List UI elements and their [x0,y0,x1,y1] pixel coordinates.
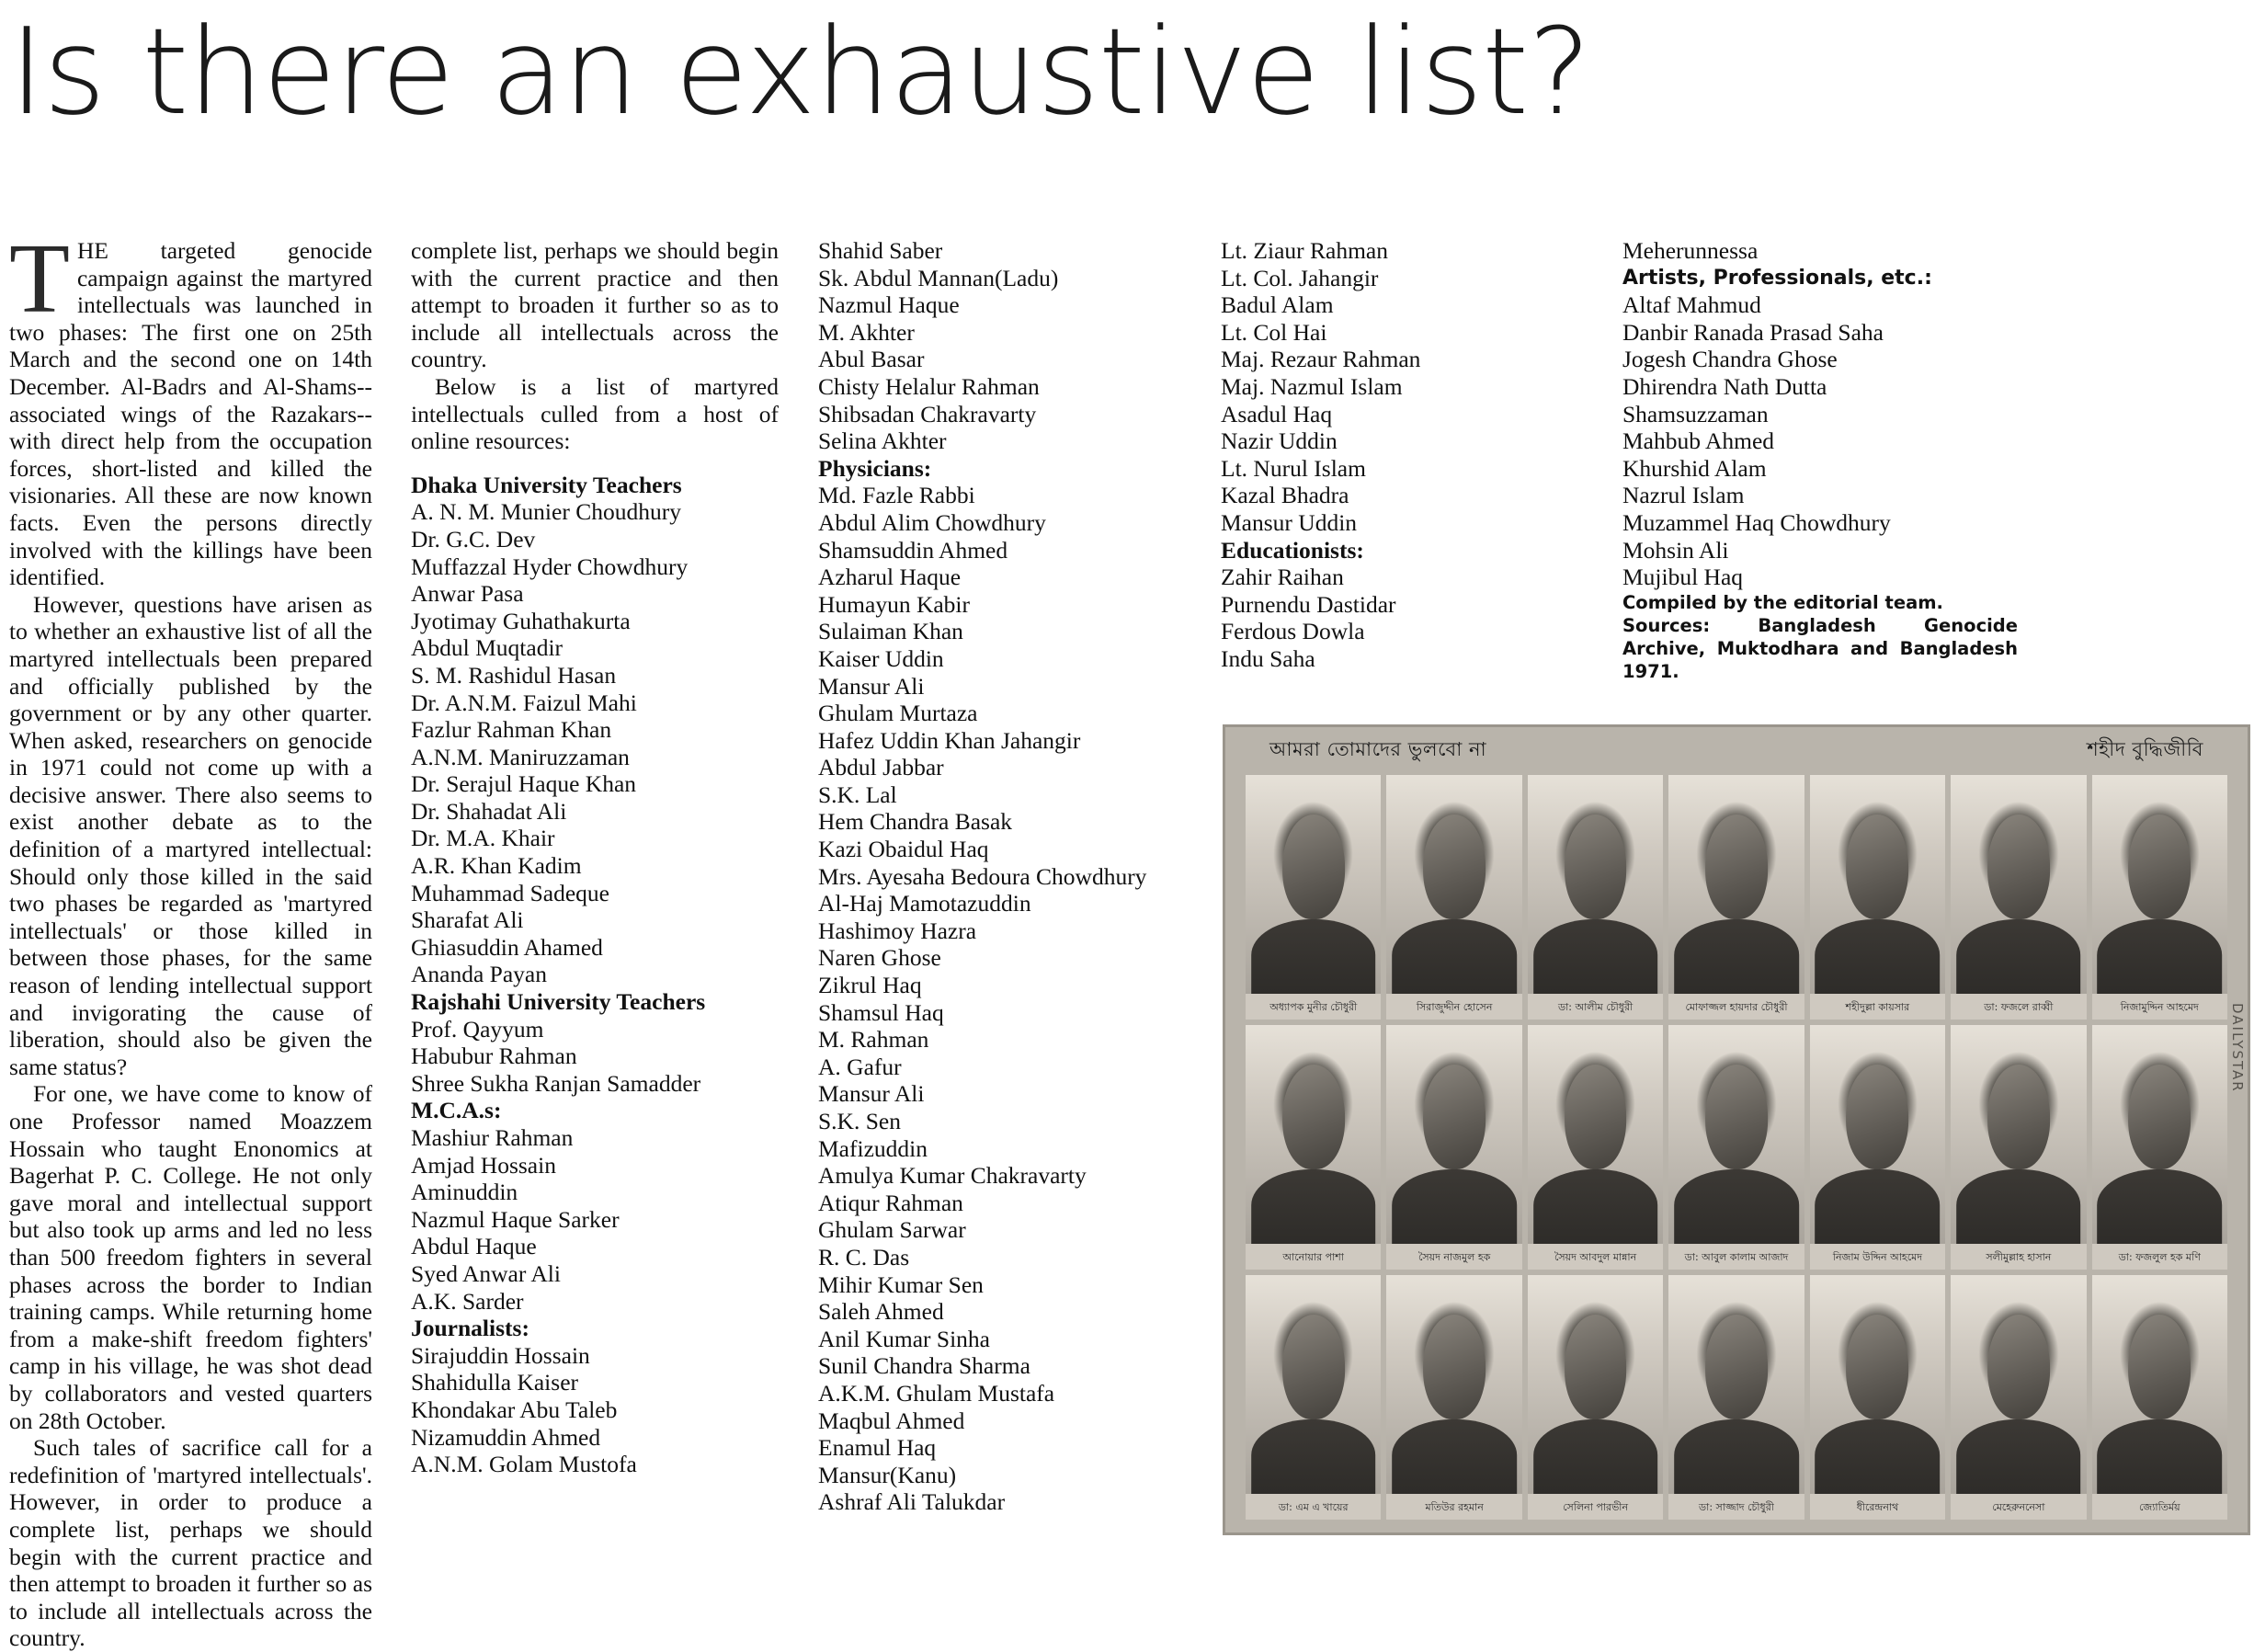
list-item: Nizamuddin Ahmed [411,1423,601,1451]
list-item: Naren Ghose [818,944,941,972]
list-item: Kazal Bhadra [1221,482,1349,509]
list-item: Mansur(Kanu) [818,1461,957,1488]
list-item: Mansur Uddin [1221,508,1358,536]
portrait-image [1246,1025,1381,1244]
portrait-cell [1528,1025,1663,1270]
list-item: Habubur Rahman [411,1042,577,1070]
portrait-image [2092,1275,2227,1494]
list-item: Nazmul Haque [818,291,960,319]
paragraph-2: However, questions have arisen as to whether an exhaustive list of all the martyred intellectuals been prepared and officially published by the government or by any other quarter. When asked, researchers on genocide in 1971 could not come up with a decisive answer. There also seems to exist another debate as to the definition of a martyred intellectual: Should only those killed in the said two phases be regarded as 'martyred intellectuals' or those killed in between those phases, for the same reason of lending intellectual support and invigorating the cause of liberation, should also be given the same status? [9,590,372,1080]
section-heading-artists: Artists, Professionals, etc.: [1622,266,1932,290]
portrait-image [2092,775,2227,994]
list-item: S.K. Lal [818,780,897,808]
section-heading-mcas: M.C.A.s: [411,1097,502,1124]
list-item: Enamul Haq [818,1434,937,1462]
list-item: Mafizuddin [818,1134,928,1162]
list-item: Khondakar Abu Taleb [411,1396,618,1423]
list-item: Ananda Payan [411,961,547,988]
portrait-image [1246,1275,1381,1494]
newspaper-page [0,2,2254,1652]
section-heading-dhaka: Dhaka University Teachers [411,471,682,498]
lead-paragraph [9,224,372,591]
list-item: Dhirendra Nath Dutta [1622,372,1827,400]
list-item: Dr. Shahadat Ali [411,797,567,825]
portrait-cell [1528,775,1663,1020]
list-item: Maj. Rezaur Rahman [1221,346,1421,373]
text-column-4 [1221,237,1588,673]
section-heading-physicians: Physicians: [818,454,932,482]
list-item: Chisty Helalur Rahman [818,372,1040,400]
list-item: Sulaiman Khan [818,618,963,645]
portrait-cell [2092,1275,2227,1520]
paragraph-3: For one, we have come to know of one Professor named Moazzem Hossain who taught Enonomics at Bagerhat P. C. College. He not only gave moral and intellectual support but also took up arms and led no less than 500 freedom fighters in several phases across the border to Indian training camps. While returning home from a make-shift freedom fighters' camp in his village, he was shot dead by collaborators and vested quarters on 28th October. [9,1080,372,1434]
list-item: Jogesh Chandra Ghose [1622,346,1838,373]
list-item: Dr. G.C. Dev [411,525,536,553]
portrait-image [1668,1275,1804,1494]
list-item: Ghiasuddin Ahamed [411,933,603,961]
list-item: Sharafat Ali [411,906,524,934]
list-item: Lt. Nurul Islam [1221,454,1366,482]
list-item: Nazrul Islam [1622,482,1745,509]
list-item: Md. Fazle Rabbi [818,482,975,509]
list-item: Badul Alam [1221,291,1334,319]
section-heading-rajshahi: Rajshahi University Teachers [411,988,706,1016]
list-item: Jyotimay Guhathakurta [411,607,631,634]
portrait-image [1386,1025,1521,1244]
photo-credit: DAILYSTAR [2229,1003,2246,1093]
list-item: Lt. Col. Jahangir [1221,264,1379,291]
list-item: Ghulam Murtaza [818,700,978,727]
list-item: Mansur Ali [818,672,925,700]
list-item: Kaiser Uddin [818,644,944,672]
list-item: Mansur Ali [818,1080,925,1108]
list-item: Aminuddin [411,1179,518,1206]
list-item: Shamsuzzaman [1622,400,1769,427]
portrait-caption: মেহেরুননেসা [1992,1501,2045,1513]
portrait-caption: সৈয়দ আবদুল মান্নান [1554,1251,1637,1263]
list-item: Abul Basar [818,346,925,373]
list-item: Mrs. Ayesaha Bedoura Chowdhury [818,862,1147,890]
list-item: Mohsin Ali [1622,536,1729,564]
portrait-cell [1668,1025,1804,1270]
list-item: A.K.M. Ghulam Mustafa [818,1379,1055,1407]
list-item: M. Rahman [818,1026,929,1054]
list-item: A.N.M. Golam Mustofa [411,1451,637,1478]
list-item: Abdul Haque [411,1233,537,1260]
list-item: Shibsadan Chakravarty [818,400,1037,427]
portrait-caption: ডা: সাজ্জাদ চৌধুরী [1699,1501,1774,1513]
portrait-image [1386,1275,1521,1494]
list-item: Anil Kumar Sinha [818,1325,990,1352]
portrait-cell [1386,1025,1521,1270]
list-item: Dr. A.N.M. Faizul Mahi [411,689,637,716]
montage-caption-right: শহীদ বুদ্ধিজীবি [2087,738,2203,760]
portrait-caption: জ্যোতির্ময় [2138,1501,2180,1513]
portrait-caption: শহীদুল্লা কায়সার [1845,1001,1910,1013]
list-item: Mashiur Rahman [411,1124,574,1151]
list-item: A.R. Khan Kadim [411,852,582,880]
portrait-cell [1386,775,1521,1020]
list-item: R. C. Das [818,1243,910,1270]
paragraph-4: Such tales of sacrifice call for a redefinition of 'martyred intellectuals'. However, in order to produce a complete list, perhaps we should begin with the current practice and then attempt to broaden it further so as to include all intellectuals across the country. [9,1434,372,1652]
portrait-caption: সলীমুল্লাহ হাসান [1986,1251,2052,1263]
portrait-cell [1528,1275,1663,1520]
list-item: Ashraf Ali Talukdar [818,1488,1006,1516]
portrait-caption: মতিউর রহমান [1425,1501,1484,1513]
editorial-credit: Compiled by the editorial team. [1622,591,1943,613]
portrait-caption: ডা: আলীম চৌধুরী [1557,1001,1634,1013]
list-item: S.K. Sen [818,1108,901,1134]
portrait-image [1951,1025,2086,1244]
portrait-caption: আনোয়ার পাশা [1282,1251,1344,1263]
list-item: Saleh Ahmed [818,1298,944,1326]
portrait-cell [2092,1025,2227,1270]
lead-paragraph-text: HE targeted genocide campaign against the martyred intellectuals was launched in two phases: The first one on 25th March and the second one on 14th December. Al-Badrs and Al-Shams--associated wings of the Razakars--with direct help from the occupation forces, short-listed and killed the visionaries. All these are now known facts. Even the persons directly involved with the killings have been identified. [9,237,372,591]
list-item: Shamsul Haq [818,998,944,1026]
list-item: M. Akhter [818,318,915,346]
list-item: Fazlur Rahman Khan [411,716,612,744]
page-title: Is there an exhaustive list? [9,2,1591,142]
list-item: Shree Sukha Ranjan Samadder [411,1069,701,1097]
portrait-cell [1246,775,1381,1020]
portrait-image [2092,1025,2227,1244]
list-item: Purnendu Dastidar [1221,590,1396,618]
list-item: Altaf Mahmud [1622,291,1761,319]
list-item: Lt. Ziaur Rahman [1221,237,1388,264]
portrait-cell [1386,1275,1521,1520]
list-item: Dr. M.A. Khair [411,825,555,852]
montage-caption-left: আমরা তোমাদের ভুলবো না [1269,738,1487,760]
list-item: Al-Haj Mamotazuddin [818,890,1031,917]
list-item: Shamsuddin Ahmed [818,536,1008,564]
portrait-image [1528,1025,1663,1244]
portrait-caption: ডা: ফজলুল হক মণি [2118,1251,2201,1263]
list-item: Hashimoy Hazra [818,917,977,944]
portrait-caption: ধীরেন্দ্রনাথ [1856,1501,1899,1513]
portrait-cell [1810,775,1945,1020]
portrait-caption: ডা: আবুল কালাম আজাদ [1684,1251,1789,1263]
list-item: Asadul Haq [1221,400,1333,427]
portrait-cell [1246,1275,1381,1520]
list-item: Muzammel Haq Chowdhury [1622,508,1891,536]
portrait-image [1668,775,1804,994]
portrait-cell [1246,1025,1381,1270]
portrait-cell [1668,1275,1804,1520]
text-column-1 [9,224,372,1652]
text-column-3 [818,237,1186,1516]
sources-note: Sources: Bangladesh Genocide Archive, Muktodhara and Bangladesh 1971. [1622,614,2018,682]
list-item: Danbir Ranada Prasad Saha [1622,318,1884,346]
paragraph-5: Below is a list of martyred intellectuals culled from a host of online resources: [411,372,779,455]
list-item: S. M. Rashidul Hasan [411,661,617,689]
list-item: Mahbub Ahmed [1622,427,1775,455]
section-heading-educationists: Educationists: [1221,536,1364,564]
list-item: Nazir Uddin [1221,427,1338,455]
list-item: Syed Anwar Ali [411,1259,561,1287]
list-item: Shahidulla Kaiser [411,1369,578,1396]
list-item: Mihir Kumar Sen [818,1270,984,1298]
portrait-image [1668,1025,1804,1244]
portrait-image [1528,1275,1663,1494]
portrait-image [1810,1275,1945,1494]
text-column-2 [411,237,779,1478]
portrait-cell [1810,1275,1945,1520]
portrait-image [1528,775,1663,994]
list-item: Muffazzal Hyder Chowdhury [411,553,689,580]
portrait-caption: ডা: ফজলে রাব্বী [1984,1001,2054,1013]
list-item: Hafez Uddin Khan Jahangir [818,726,1081,754]
list-item: A.N.M. Maniruzzaman [411,743,630,770]
list-item: Ghulam Sarwar [818,1216,966,1244]
list-item: Zikrul Haq [818,972,922,999]
montage-caption [1225,735,2248,775]
portrait-image [1246,775,1381,994]
text-column-5 [1622,237,2018,683]
list-item: Abdul Jabbar [818,754,944,781]
list-item: Hem Chandra Basak [818,808,1013,836]
portrait-cell [1951,1025,2086,1270]
list-item: A.K. Sarder [411,1287,524,1315]
portrait-cell [1951,775,2086,1020]
list-item: Lt. Col Hai [1221,318,1327,346]
list-item: Amulya Kumar Chakravarty [818,1162,1087,1190]
list-item: Azharul Haque [818,564,962,591]
list-item: Amjad Hossain [411,1151,556,1179]
list-item: Sirajuddin Hossain [411,1341,590,1369]
list-item: Dr. Serajul Haque Khan [411,770,637,798]
portrait-image [1951,775,2086,994]
portrait-caption: নিজাম উদ্দিন আহমেদ [1832,1251,1923,1263]
portrait-cell [2092,775,2227,1020]
list-item: Prof. Qayyum [411,1015,544,1042]
paragraph-4-cont: complete list, perhaps we should begin with the current practice and then attempt to broaden it further so as to include all intellectuals across the country. [411,237,779,373]
list-item: Abdul Alim Chowdhury [818,508,1046,536]
list-item: A. N. M. Munier Choudhury [411,498,681,526]
list-item: Shahid Saber [818,237,943,264]
list-item: Ferdous Dowla [1221,618,1365,645]
list-item: Khurshid Alam [1622,454,1767,482]
portrait-grid [1246,775,2227,1520]
list-item: Indu Saha [1221,644,1315,672]
list-item: Maj. Nazmul Islam [1221,372,1403,400]
list-item: Zahir Raihan [1221,564,1344,591]
list-item: Sk. Abdul Mannan(Ladu) [818,264,1059,291]
portrait-caption: নিজামুদ্দিন আহমেদ [2120,1001,2199,1013]
list-item: Selina Akhter [818,427,947,455]
list-item: Nazmul Haque Sarker [411,1205,620,1233]
portrait-caption: সৈয়দ নাজমুল হক [1417,1251,1491,1263]
martyrs-photo-montage [1223,724,2250,1535]
list-item: Anwar Pasa [411,580,524,608]
list-item: Abdul Muqtadir [411,634,564,662]
list-item: Atiqur Rahman [818,1189,963,1216]
portrait-cell [1951,1275,2086,1520]
portrait-caption: সেলিনা পারভীন [1563,1501,1629,1513]
drop-cap: T [9,224,70,334]
portrait-image [1386,775,1521,994]
portrait-caption: মোফাজ্জল হায়দার চৌধুরী [1685,1001,1788,1013]
portrait-caption: ডা: এম এ খায়ের [1278,1501,1349,1513]
portrait-image [1810,1025,1945,1244]
portrait-cell [1668,775,1804,1020]
portrait-image [1810,775,1945,994]
list-item: Maqbul Ahmed [818,1407,965,1434]
list-item: Muhammad Sadeque [411,879,609,906]
list-item: Humayun Kabir [818,590,971,618]
section-heading-journalists: Journalists: [411,1315,529,1342]
portrait-cell [1810,1025,1945,1270]
list-item: Mujibul Haq [1622,564,1744,591]
portrait-caption: সিরাজুদ্দীন হোসেন [1416,1001,1493,1013]
list-item: Kazi Obaidul Haq [818,836,989,863]
portrait-image [1951,1275,2086,1494]
list-item: Meherunnessa [1622,237,1759,264]
list-item: Sunil Chandra Sharma [818,1352,1030,1380]
list-item: A. Gafur [818,1053,902,1080]
portrait-caption: অধ্যাপক মুনীর চৌধুরী [1269,1001,1358,1013]
